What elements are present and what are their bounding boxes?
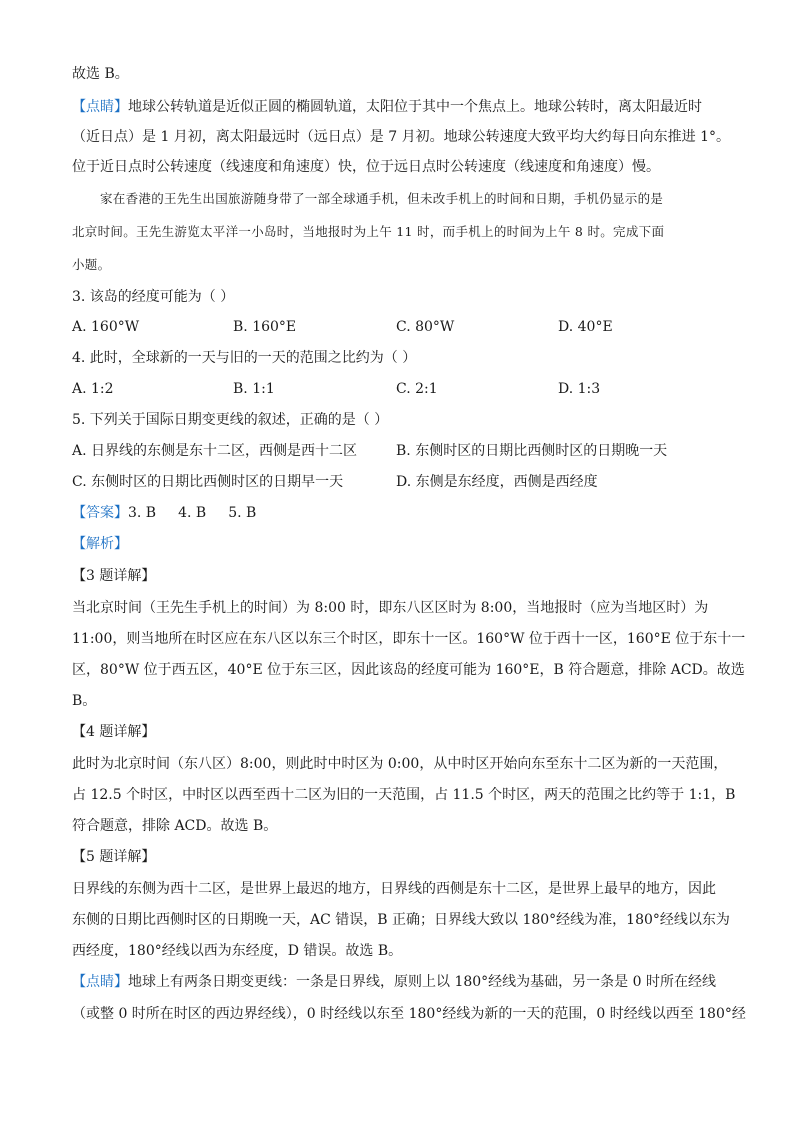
passage-line: 家在香港的王先生出国旅游随身带了一部全球通手机，但未改手机上的时间和日期，手机仍显示的是 [100, 191, 664, 206]
note-paragraph-line: 【点睛】地球公转轨道是近似正圆的椭圆轨道，太阳位于其中一个焦点上。地球公转时，离太阳最近时 [72, 99, 702, 115]
note-tag: 【点睛】 [72, 974, 128, 990]
text-line: 位于近日点时公转速度（线速度和角速度）快，位于远日点时公转速度（线速度和角速度）慢。 [72, 159, 660, 175]
passage-line: 小题。 [72, 257, 111, 272]
text-line: 故选 B。 [72, 66, 129, 82]
answer-tag: 【答案】 [72, 505, 128, 521]
option-d: D. 东侧是东经度，西侧是西经度 [396, 474, 598, 490]
analysis-tag: 【解析】 [72, 536, 128, 552]
section-heading: 【3 题详解】 [72, 568, 156, 584]
section-heading: 【5 题详解】 [72, 849, 156, 865]
text-line: 占 12.5 个时区，中时区以西至西十二区为旧的一天范围，占 11.5 个时区，两天的范围之比约等于 1:1，B [72, 787, 736, 803]
option-b: B. 东侧时区的日期比西侧时区的日期晚一天 [396, 443, 668, 459]
text-line: 区，80°W 位于西五区，40°E 位于东三区，因此该岛的经度可能为 160°E，B 符合题意，排除 ACD。故选 [72, 662, 745, 678]
text-line: 日界线的东侧为西十二区，是世界上最迟的地方，日界线的西侧是东十二区，是世界上最早的地方，因此 [72, 881, 716, 897]
option-d: D. 1:3 [558, 381, 601, 397]
answer-item: 3. B [128, 505, 157, 521]
note-paragraph-line: 【点睛】地球上有两条日期变更线：一条是日界线，原则上以 180°经线为基础，另一条是 0 时所在经线 [72, 974, 716, 990]
answer-line [72, 503, 278, 523]
note-tag: 【点睛】 [72, 99, 128, 115]
option-c: C. 80°W [396, 319, 455, 335]
question-stem: 5. 下列关于国际日期变更线的叙述，正确的是（ ） [72, 412, 389, 428]
option-b: B. 160°E [233, 319, 297, 335]
text-line: 此时为北京时间（东八区）8:00，则此时中时区为 0:00，从中时区开始向东至东十二区为新的一天范围， [72, 756, 728, 772]
text-line: 西经度，180°经线以西为东经度，D 错误。故选 B。 [72, 943, 403, 959]
text-line: 11:00，则当地所在时区应在东八区以东三个时区，即东十一区。160°W 位于西十一区，160°E 位于东十一 [72, 631, 746, 647]
question-stem: 4. 此时，全球新的一天与旧的一天的范围之比约为（ ） [72, 350, 417, 366]
option-a: A. 160°W [72, 319, 140, 335]
option-c: C. 2:1 [396, 381, 438, 397]
text-line: （近日点）是 1 月初，离太阳最远时（远日点）是 7 月初。地球公转速度大致平均大约每日向东推进 1°。 [72, 129, 730, 145]
text-line: 当北京时间（王先生手机上的时间）为 8:00 时，即东八区区时为 8:00，当地报时（应为当地区时）为 [72, 600, 709, 616]
text-line: B。 [72, 693, 97, 709]
option-c: C. 东侧时区的日期比西侧时区的日期早一天 [72, 474, 344, 490]
text-line: 符合题意，排除 ACD。故选 B。 [72, 818, 278, 834]
text-line: （或整 0 时所在时区的西边界经线），0 时经线以东至 180°经线为新的一天的范围，0 时经线以西至 180°经 [72, 1006, 746, 1022]
option-b: B. 1:1 [233, 381, 275, 397]
option-d: D. 40°E [558, 319, 613, 335]
answer-item: 4. B [178, 505, 207, 521]
text-line: 东侧的日期比西侧时区的日期晚一天，AC 错误，B 正确；日界线大致以 180°经线为准，180°经线以东为 [72, 912, 730, 928]
question-stem: 3. 该岛的经度可能为（ ） [72, 289, 235, 305]
section-heading: 【4 题详解】 [72, 724, 156, 740]
passage-line: 北京时间。王先生游览太平洋一小岛时，当地报时为上午 11 时，而手机上的时间为上午 8 时。完成下面 [72, 224, 665, 239]
option-a: A. 日界线的东侧是东十二区，西侧是西十二区 [72, 443, 358, 459]
answer-item: 5. B [228, 505, 257, 521]
option-a: A. 1:2 [72, 381, 114, 397]
